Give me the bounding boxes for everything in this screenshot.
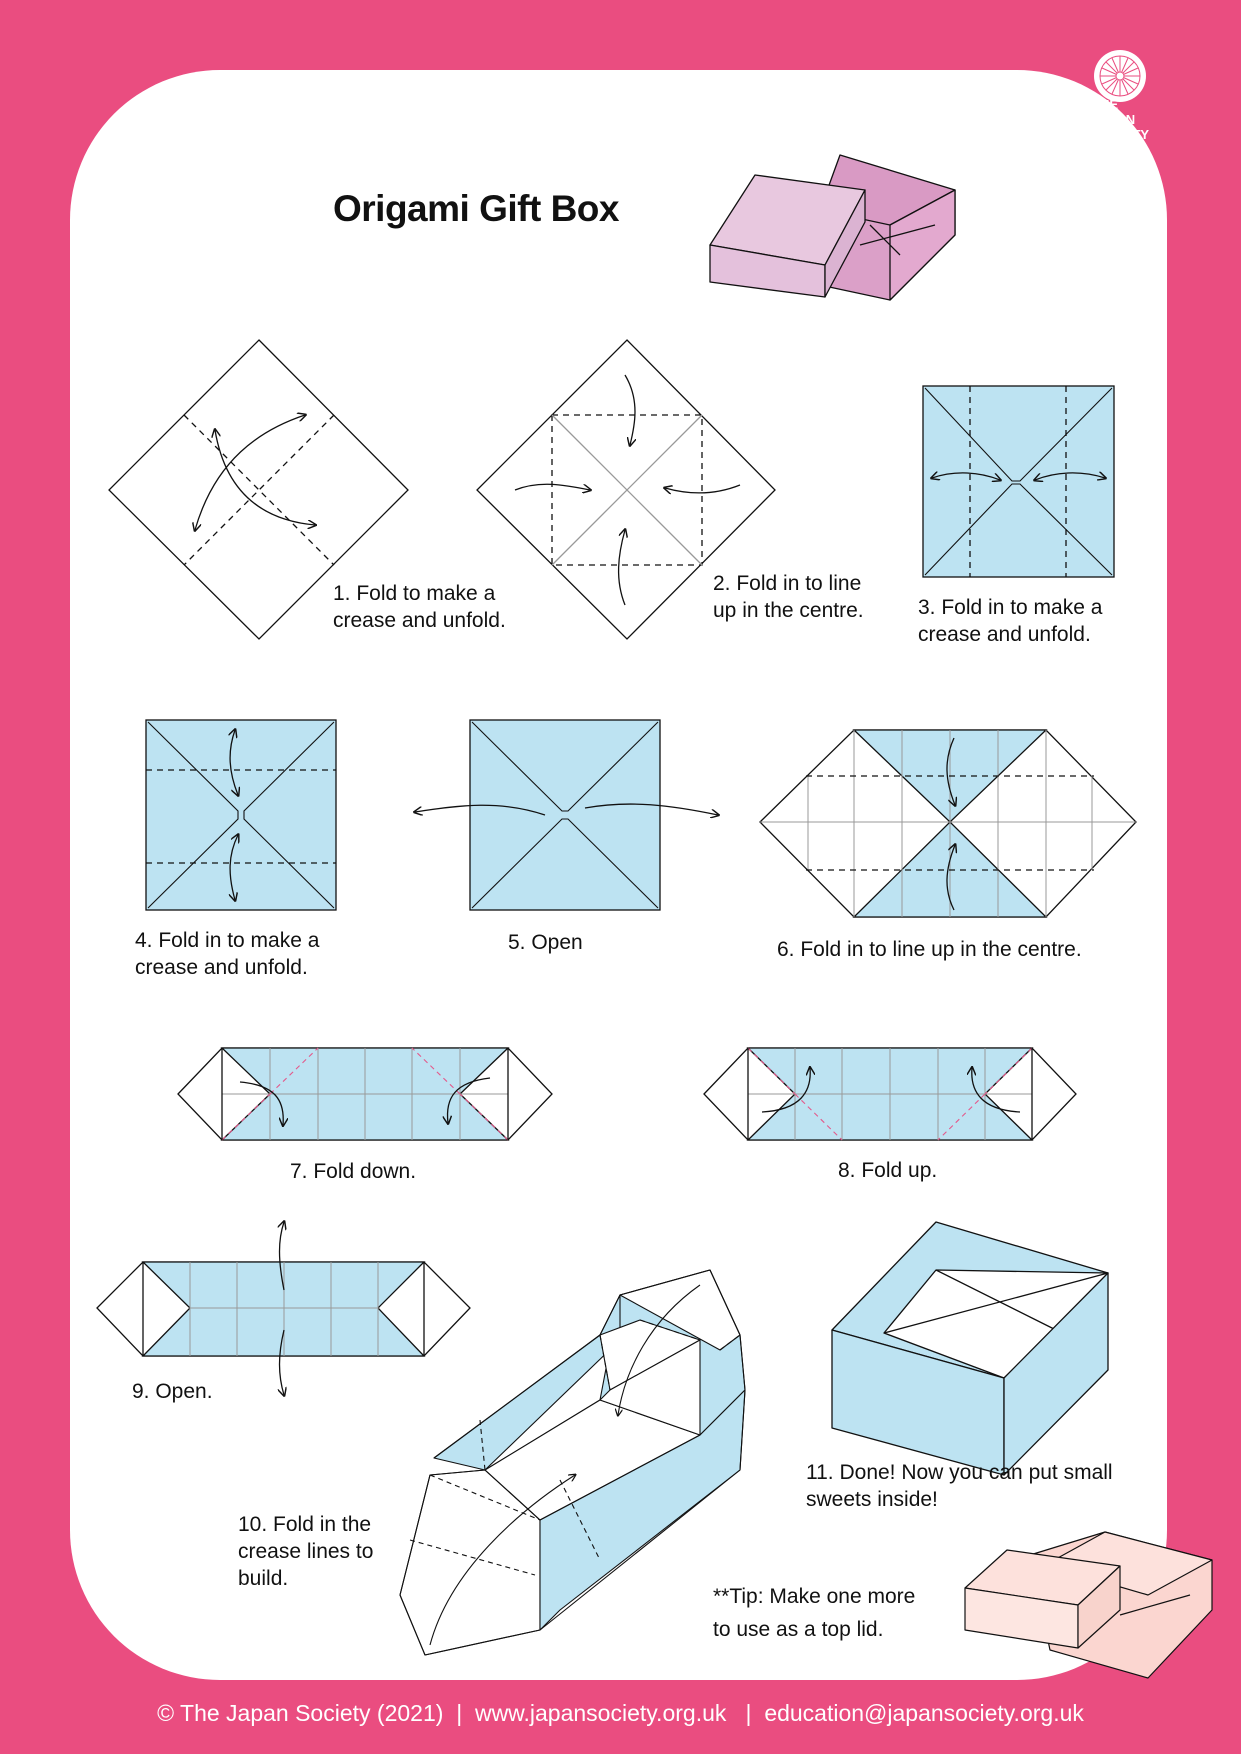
step-6-diagram (760, 730, 1136, 917)
step-7-caption: 7. Fold down. (290, 1160, 417, 1183)
step-2-caption: 2. Fold in to line up in the centre. (713, 572, 864, 622)
footer-copyright: © The Japan Society (2021) (157, 1700, 444, 1726)
footer-email-link[interactable]: education@japansociety.org.uk (764, 1700, 1084, 1726)
footer-separator-1: | (456, 1700, 463, 1726)
logo-line-3: SOCIETY (1092, 127, 1150, 142)
step-9-diagram (97, 1222, 470, 1395)
footer-website-link[interactable]: www.japansociety.org.uk (474, 1700, 727, 1726)
logo-line-1: THE (1092, 97, 1118, 112)
tip-note (713, 1580, 973, 1646)
step-11-caption: 11. Done! Now you can put small sweets inside! (806, 1461, 1113, 1511)
page-title: Origami Gift Box (333, 188, 619, 229)
hero-pink-box-icon (710, 155, 955, 300)
tip-line-2: to use as a top lid. (713, 1618, 884, 1641)
peach-box-icon (965, 1532, 1212, 1678)
step-9-caption: 9. Open. (132, 1380, 213, 1403)
footer (0, 1700, 1241, 1727)
step-3-diagram (923, 386, 1114, 577)
tip-line-1: **Tip: Make one more (713, 1585, 916, 1608)
step-8-caption: 8. Fold up. (838, 1159, 938, 1182)
logo-line-2: JAPAN (1092, 112, 1136, 127)
step-3-caption: 3. Fold in to make a crease and unfold. (918, 596, 1103, 646)
step-6-caption: 6. Fold in to line up in the centre. (777, 938, 1082, 961)
step-7-diagram (178, 1048, 552, 1140)
step-10-caption: 10. Fold in the crease lines to build. (238, 1513, 374, 1590)
step-8-diagram (704, 1048, 1076, 1140)
step-5-caption: 5. Open (508, 931, 583, 954)
step-11-diagram (832, 1222, 1108, 1475)
step-4-caption: 4. Fold in to make a crease and unfold. (135, 929, 320, 979)
step-1-caption: 1. Fold to make a crease and unfold. (333, 582, 506, 632)
step-5-diagram (415, 720, 718, 910)
step-4-diagram (146, 720, 336, 910)
footer-separator-2: | (745, 1700, 752, 1726)
